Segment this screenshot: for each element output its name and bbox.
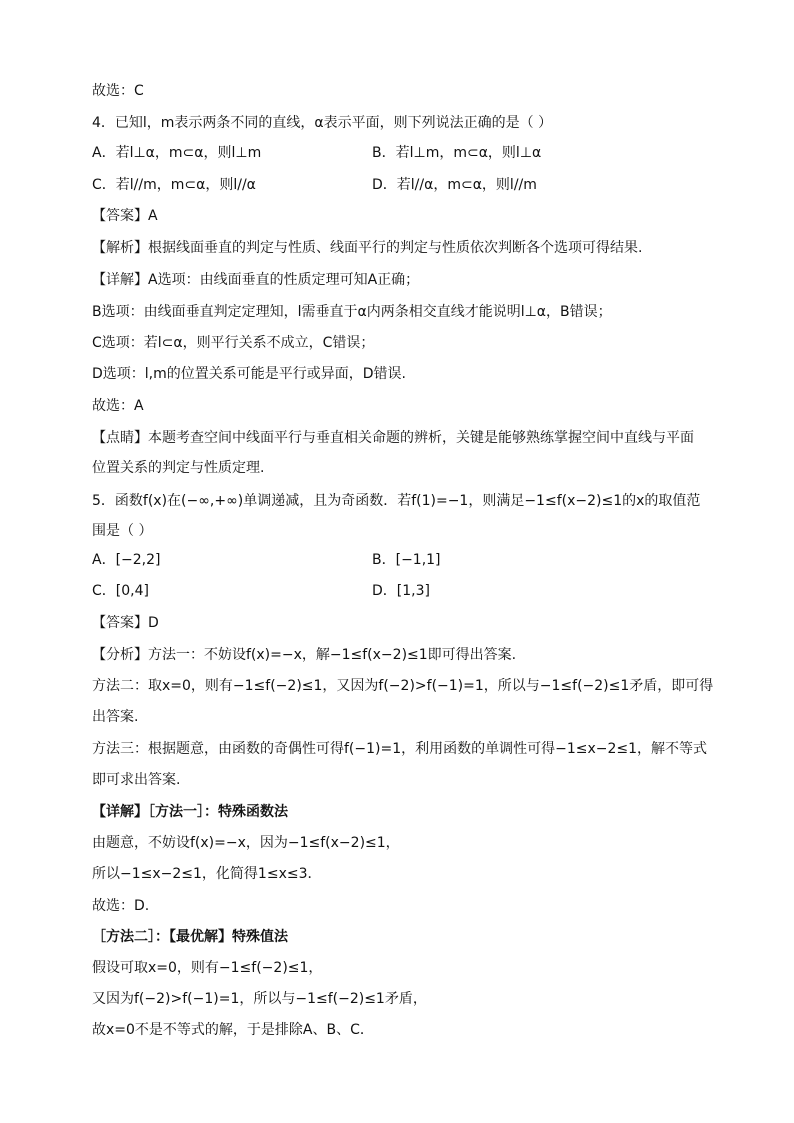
q5-detail-heading-1: 【详解】［方法一］：特殊函数法 xyxy=(92,804,288,820)
q4-option-d: D．若l//α，m⊂α，则l//m xyxy=(372,177,537,193)
q5-option-a: A．[−2,2] xyxy=(92,552,161,568)
q5-answer: 【答案】D xyxy=(92,615,159,631)
q5-detail-line: 所以−1≤x−2≤1，化简得1≤x≤3． xyxy=(92,866,322,882)
q5-detail-heading-2: ［方法二］：【最优解】特殊值法 xyxy=(92,929,288,945)
q5-detail-line: 故x=0不是不等式的解，于是排除A、B、C． xyxy=(92,1022,374,1038)
q5-analysis-method3: 方法三：根据题意，由函数的奇偶性可得f(−1)=1，利用函数的单调性可得−1≤x−2≤1，解不等式 xyxy=(92,741,708,757)
q5-detail-choice: 故选：D. xyxy=(92,898,150,914)
question-5-stem-cont: 围是（ ） xyxy=(92,523,153,539)
q4-choice: 故选：A xyxy=(92,398,144,414)
text-line: 故选：C xyxy=(92,83,144,99)
q4-option-c: C．若l//m，m⊂α，则l//α xyxy=(92,177,256,193)
q5-detail-line: 假设可取x=0，则有−1≤f(−2)≤1， xyxy=(92,960,323,976)
q4-comment-line1: 【点睛】本题考查空间中线面平行与垂直相关命题的辨析，关键是能够熟练掌握空间中直线与平面 xyxy=(92,430,694,446)
q5-analysis-method1: 【分析】方法一：不妨设f(x)=−x，解−1≤f(x−2)≤1即可得出答案. xyxy=(92,647,517,663)
q4-detail-c: C选项：若l⊂α，则平行关系不成立，C错误； xyxy=(92,335,375,351)
q4-analysis: 【解析】根据线面垂直的判定与性质、线面平行的判定与性质依次判断各个选项可得结果. xyxy=(92,240,643,256)
q5-analysis-method2-cont: 出答案. xyxy=(92,709,139,725)
q4-option-a: A．若l⊥α，m⊂α，则l⊥m xyxy=(92,145,262,161)
q4-detail-a: 【详解】A选项：由线面垂直的性质定理可知A正确； xyxy=(92,272,420,288)
question-5-stem: 5．函数f(x)在(−∞,+∞)单调递减，且为奇函数．若f(1)=−1，则满足−1≤f(x−2)≤1的x的取值范 xyxy=(92,493,701,509)
q4-option-b: B．若l⊥m，m⊂α，则l⊥α xyxy=(372,145,542,161)
q4-detail-b: B选项：由线面垂直判定定理知，l需垂直于α内两条相交直线才能说明l⊥α，B错误； xyxy=(92,304,612,320)
q4-detail-d: D选项：l,m的位置关系可能是平行或异面，D错误. xyxy=(92,366,406,382)
q5-option-c: C．[0,4] xyxy=(92,583,149,599)
q4-answer: 【答案】A xyxy=(92,208,158,224)
q5-analysis-method3-cont: 即可求出答案. xyxy=(92,772,181,788)
q5-detail-line: 由题意，不妨设f(x)=−x，因为−1≤f(x−2)≤1， xyxy=(92,835,400,851)
q5-analysis-method2: 方法二：取x=0，则有−1≤f(−2)≤1，又因为f(−2)>f(−1)=1，所以与−1≤f(−2)≤1矛盾，即可得 xyxy=(92,678,714,694)
q5-option-b: B．[−1,1] xyxy=(372,552,441,568)
q5-option-d: D．[1,3] xyxy=(372,583,430,599)
q5-detail-line: 又因为f(−2)>f(−1)=1，所以与−1≤f(−2)≤1矛盾， xyxy=(92,991,427,1007)
question-4-stem: 4．已知l，m表示两条不同的直线，α表示平面，则下列说法正确的是（ ） xyxy=(92,115,553,131)
q4-comment-line2: 位置关系的判定与性质定理. xyxy=(92,460,265,476)
